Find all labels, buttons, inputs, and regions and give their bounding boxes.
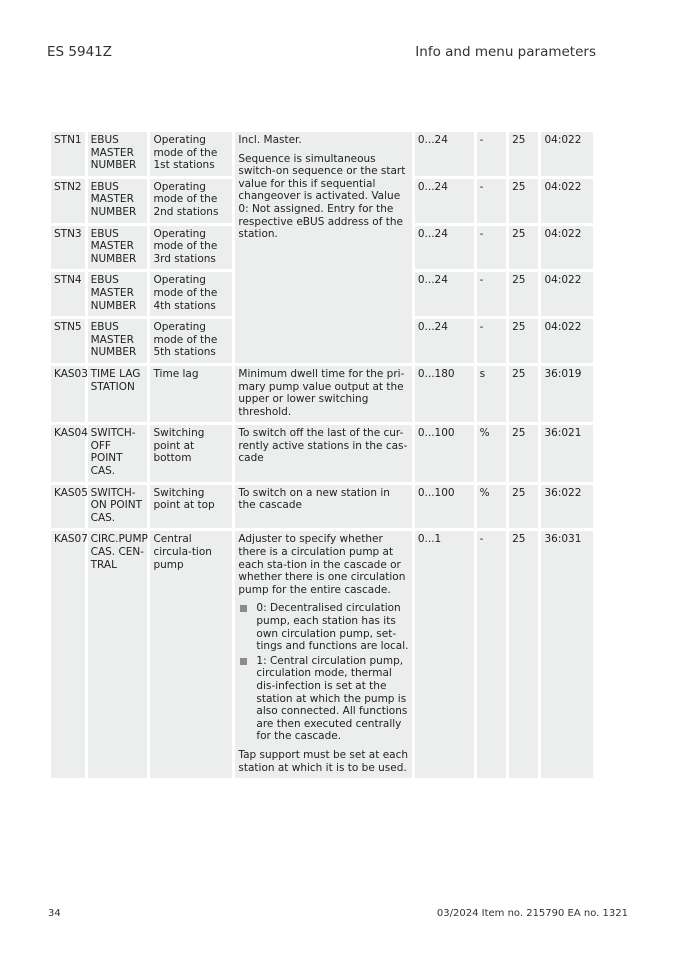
param-code: STN3 — [51, 226, 85, 270]
param-id: 04:022 — [541, 319, 593, 363]
param-unit: - — [477, 531, 506, 778]
param-id: 36:031 — [541, 531, 593, 778]
param-label: Operating mode of the 1st stations — [150, 132, 232, 176]
table-row — [51, 485, 593, 529]
description-intro: Adjuster to specify whether there is a circulation pump at each sta-tion in the cascade or whether there is one circulation pump for the entire cascade. — [238, 533, 406, 596]
param-label: Operating mode of the 3rd stations — [150, 226, 232, 270]
param-unit: - — [477, 179, 506, 223]
param-code: STN2 — [51, 179, 85, 223]
description-outro: Tap support must be set at each station at which it is to be used. — [238, 748, 409, 774]
table-row — [51, 366, 593, 422]
param-id: 36:019 — [541, 366, 593, 422]
param-default: 25 — [509, 531, 538, 778]
param-name: EBUS MASTER NUMBER — [88, 319, 148, 363]
param-label: Operating mode of the 4th stations — [150, 272, 232, 316]
param-range: 0...24 — [415, 179, 474, 223]
param-unit: s — [477, 366, 506, 422]
param-default: 25 — [509, 132, 538, 176]
param-id: 36:021 — [541, 425, 593, 481]
param-name: TIME LAG STATION — [88, 366, 148, 422]
page-number: 34 — [48, 908, 61, 919]
parameter-table — [48, 129, 596, 781]
bullet-square-icon — [240, 658, 247, 665]
param-unit: - — [477, 319, 506, 363]
table-row — [51, 132, 593, 176]
description-bullet-list — [238, 602, 408, 743]
bullet-square-icon — [240, 605, 247, 612]
param-name: SWITCH-OFF POINT CAS. — [88, 425, 148, 481]
param-description: To switch off the last of the cur-rently active stations in the cas-cade — [235, 425, 411, 481]
param-default: 25 — [509, 485, 538, 529]
param-label: Switching point at top — [150, 485, 232, 529]
param-range: 0...1 — [415, 531, 474, 778]
param-code: KAS04 — [51, 425, 85, 481]
list-item — [238, 655, 408, 743]
param-id: 04:022 — [541, 179, 593, 223]
param-name: EBUS MASTER NUMBER — [88, 272, 148, 316]
param-label: Operating mode of the 2nd stations — [150, 179, 232, 223]
description-paragraph: Sequence is simultaneous switch-on sequence or the start value for this if sequential changeover is activated. Value 0: Not assigned. Entry for the respective eBUS address of the station. — [238, 152, 406, 241]
param-name: EBUS MASTER NUMBER — [88, 226, 148, 270]
param-id: 36:022 — [541, 485, 593, 529]
param-range: 0...24 — [415, 226, 474, 270]
param-unit: % — [477, 485, 506, 529]
param-range: 0...100 — [415, 485, 474, 529]
param-unit: % — [477, 425, 506, 481]
param-range: 0...24 — [415, 272, 474, 316]
param-code: STN4 — [51, 272, 85, 316]
param-default: 25 — [509, 179, 538, 223]
param-label: Central circula-tion pump — [150, 531, 232, 778]
param-range: 0...24 — [415, 132, 474, 176]
param-name: EBUS MASTER NUMBER — [88, 132, 148, 176]
param-range: 0...180 — [415, 366, 474, 422]
param-label: Operating mode of the 5th stations — [150, 319, 232, 363]
header-document-title: ES 5941Z — [47, 44, 112, 60]
param-description — [235, 531, 411, 778]
param-default: 25 — [509, 272, 538, 316]
param-label: Time lag — [150, 366, 232, 422]
param-code: KAS07 — [51, 531, 85, 778]
param-code: STN1 — [51, 132, 85, 176]
param-code: STN5 — [51, 319, 85, 363]
description-paragraph: Incl. Master. — [238, 134, 302, 146]
list-item — [238, 602, 408, 652]
param-default: 25 — [509, 425, 538, 481]
param-code: KAS03 — [51, 366, 85, 422]
param-default: 25 — [509, 319, 538, 363]
param-label: Switching point at bottom — [150, 425, 232, 481]
param-default: 25 — [509, 366, 538, 422]
param-id: 04:022 — [541, 272, 593, 316]
param-name: EBUS MASTER NUMBER — [88, 179, 148, 223]
bullet-text: 1: Central circulation pump, circulation mode, thermal dis-infection is set at the station at which the pump is also connected. All functions are then executed centrally for the cascade. — [256, 654, 408, 743]
header-section-title: Info and menu parameters — [415, 44, 596, 60]
param-name: SWITCH-ON POINT CAS. — [88, 485, 148, 529]
param-range: 0...100 — [415, 425, 474, 481]
table-row — [51, 425, 593, 481]
param-default: 25 — [509, 226, 538, 270]
footer-item-info: 03/2024 Item no. 215790 EA no. 1321 — [436, 908, 628, 919]
param-description: To switch on a new station in the cascade — [235, 485, 411, 529]
param-id: 04:022 — [541, 226, 593, 270]
param-id: 04:022 — [541, 132, 593, 176]
param-code: KAS05 — [51, 485, 85, 529]
param-description — [235, 132, 411, 363]
param-name: CIRC.PUMP CAS. CEN-TRAL — [88, 531, 148, 778]
bullet-text: 0: Decentralised circulation pump, each station has its own circulation pump, set-tings and functions are local. — [256, 602, 409, 653]
param-unit: - — [477, 132, 506, 176]
param-range: 0...24 — [415, 319, 474, 363]
table-row — [51, 531, 593, 778]
param-unit: - — [477, 272, 506, 316]
param-unit: - — [477, 226, 506, 270]
param-description: Minimum dwell time for the pri-mary pump value output at the upper or lower switching threshold. — [235, 366, 411, 422]
